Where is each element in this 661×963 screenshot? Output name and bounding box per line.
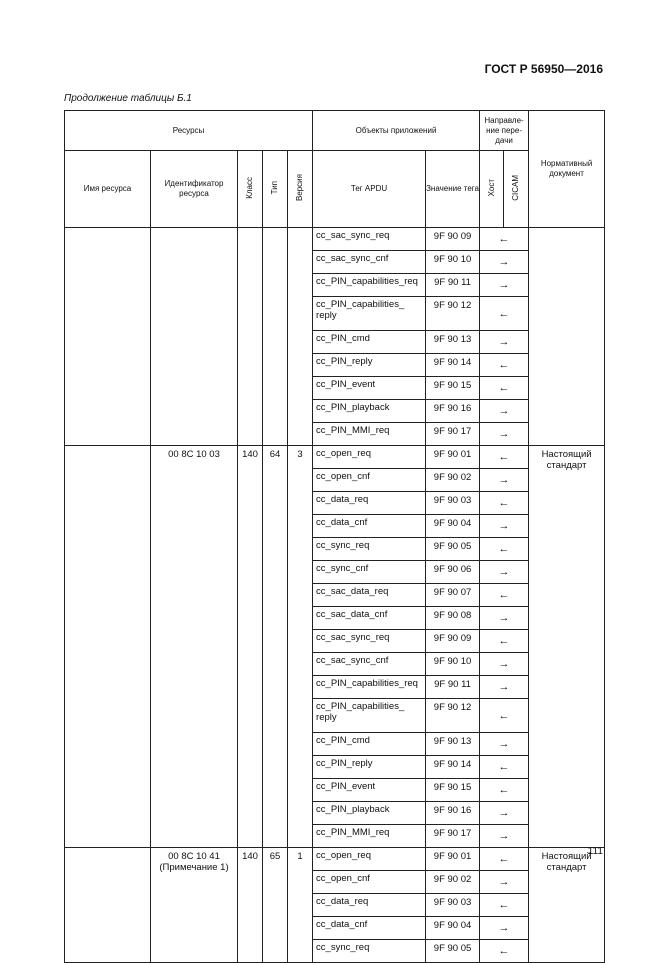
direction-arrow: →	[480, 515, 529, 538]
apdu-tag-cell: cc_open_req	[313, 446, 426, 469]
tag-value-cell: 9F 90 15	[426, 377, 480, 400]
type-cell: 65	[263, 848, 288, 963]
table-row	[65, 446, 605, 469]
tag-value-cell: 9F 90 11	[426, 676, 480, 699]
class-cell	[238, 228, 263, 446]
tag-value-cell: 9F 90 12	[426, 699, 480, 733]
tag-value-cell: 9F 90 09	[426, 630, 480, 653]
version-cell: 3	[288, 446, 313, 848]
direction-arrow: ←	[480, 297, 529, 331]
direction-arrow: →	[480, 871, 529, 894]
direction-arrow: →	[480, 274, 529, 297]
tag-value-cell: 9F 90 02	[426, 469, 480, 492]
apdu-tag-cell: cc_data_cnf	[313, 917, 426, 940]
apdu-tag-cell: cc_PIN_cmd	[313, 733, 426, 756]
header-version	[288, 151, 313, 228]
direction-arrow: →	[480, 331, 529, 354]
apdu-tag-cell: cc_sync_req	[313, 538, 426, 561]
tag-value-cell: 9F 90 17	[426, 825, 480, 848]
tag-value-cell: 9F 90 13	[426, 733, 480, 756]
apdu-tag-cell: cc_PIN_capabilities_ reply	[313, 699, 426, 733]
tag-value-cell: 9F 90 03	[426, 492, 480, 515]
tag-value-cell: 9F 90 17	[426, 423, 480, 446]
apdu-tag-cell: cc_PIN_event	[313, 377, 426, 400]
table-body	[65, 228, 605, 963]
apdu-tag-cell: cc_sync_cnf	[313, 561, 426, 584]
apdu-tag-cell: cc_data_cnf	[313, 515, 426, 538]
apdu-tag-cell: cc_sac_sync_req	[313, 630, 426, 653]
apdu-tag-cell: cc_PIN_MMI_req	[313, 825, 426, 848]
version-cell	[288, 228, 313, 446]
tag-value-cell: 9F 90 12	[426, 297, 480, 331]
direction-arrow: →	[480, 423, 529, 446]
resource-name-cell	[65, 446, 151, 848]
resource-name-cell	[65, 228, 151, 446]
direction-arrow: ←	[480, 779, 529, 802]
tag-value-cell: 9F 90 02	[426, 871, 480, 894]
header-class	[238, 151, 263, 228]
direction-arrow: →	[480, 676, 529, 699]
direction-arrow: →	[480, 400, 529, 423]
apdu-tag-cell: cc_sac_sync_cnf	[313, 251, 426, 274]
direction-arrow: ←	[480, 894, 529, 917]
direction-arrow: ←	[480, 354, 529, 377]
apdu-tag-cell: cc_PIN_event	[313, 779, 426, 802]
apdu-tag-cell: cc_open_req	[313, 848, 426, 871]
apdu-tag-cell: cc_PIN_capabilities_req	[313, 676, 426, 699]
tag-value-cell: 9F 90 05	[426, 538, 480, 561]
header-objects: Объекты приложений	[313, 111, 480, 151]
tag-value-cell: 9F 90 04	[426, 917, 480, 940]
apdu-tag-cell: cc_data_req	[313, 492, 426, 515]
table-row	[65, 228, 605, 251]
direction-arrow: ←	[480, 492, 529, 515]
direction-arrow: →	[480, 653, 529, 676]
document-id: ГОСТ Р 56950—2016	[484, 62, 603, 76]
type-cell	[263, 228, 288, 446]
direction-arrow: ←	[480, 940, 529, 963]
header-type-label: Тип	[270, 180, 279, 195]
header-host	[480, 151, 504, 228]
apdu-tag-cell: cc_PIN_cmd	[313, 331, 426, 354]
apdu-tag-cell: cc_open_cnf	[313, 871, 426, 894]
direction-arrow: ←	[480, 538, 529, 561]
page-number: 111	[587, 846, 603, 857]
class-cell: 140	[238, 446, 263, 848]
direction-arrow: ←	[480, 446, 529, 469]
tag-value-cell: 9F 90 10	[426, 251, 480, 274]
direction-arrow: →	[480, 469, 529, 492]
header-resource-id: Идентификатор ресурса	[151, 151, 238, 228]
header-type	[263, 151, 288, 228]
direction-arrow: ←	[480, 630, 529, 653]
table-row	[65, 848, 605, 871]
resource-name-cell	[65, 848, 151, 963]
direction-arrow: →	[480, 802, 529, 825]
resource-id-cell: 00 8C 10 03	[151, 446, 238, 848]
resources-table	[64, 110, 605, 963]
tag-value-cell: 9F 90 10	[426, 653, 480, 676]
apdu-tag-cell: cc_sac_sync_req	[313, 228, 426, 251]
tag-value-cell: 9F 90 11	[426, 274, 480, 297]
direction-arrow: →	[480, 561, 529, 584]
apdu-tag-cell: cc_PIN_reply	[313, 756, 426, 779]
direction-arrow: ←	[480, 377, 529, 400]
header-normative: Нормативный документ	[529, 111, 605, 228]
apdu-tag-cell: cc_PIN_MMI_req	[313, 423, 426, 446]
apdu-tag-cell: cc_sac_data_cnf	[313, 607, 426, 630]
direction-arrow: →	[480, 607, 529, 630]
normative-cell: Настоящий стандарт	[529, 446, 605, 848]
tag-value-cell: 9F 90 01	[426, 446, 480, 469]
table-caption: Продолжение таблицы Б.1	[64, 93, 192, 104]
header-resource-name: Имя ресурса	[65, 151, 151, 228]
apdu-tag-cell: cc_sac_data_req	[313, 584, 426, 607]
tag-value-cell: 9F 90 15	[426, 779, 480, 802]
header-cicam-label: CICAM	[511, 174, 521, 201]
apdu-tag-cell: cc_PIN_playback	[313, 400, 426, 423]
header-tag-value: Значение тега	[426, 151, 480, 228]
direction-arrow: →	[480, 251, 529, 274]
tag-value-cell: 9F 90 01	[426, 848, 480, 871]
tag-value-cell: 9F 90 03	[426, 894, 480, 917]
apdu-tag-cell: cc_sync_req	[313, 940, 426, 963]
resource-id-cell	[151, 228, 238, 446]
tag-value-cell: 9F 90 07	[426, 584, 480, 607]
tag-value-cell: 9F 90 04	[426, 515, 480, 538]
apdu-tag-cell: cc_PIN_playback	[313, 802, 426, 825]
header-host-label: Хост	[486, 178, 496, 197]
apdu-tag-cell: cc_data_req	[313, 894, 426, 917]
version-cell: 1	[288, 848, 313, 963]
apdu-tag-cell: cc_open_cnf	[313, 469, 426, 492]
direction-arrow: ←	[480, 584, 529, 607]
class-cell: 140	[238, 848, 263, 963]
header-direction: Направле-ние пере-дачи	[480, 111, 529, 151]
header-class-label: Класс	[245, 176, 254, 199]
header-version-label: Версия	[295, 173, 305, 202]
direction-arrow: ←	[480, 848, 529, 871]
header-resources: Ресурсы	[65, 111, 313, 151]
direction-arrow: →	[480, 825, 529, 848]
direction-arrow: →	[480, 733, 529, 756]
header-cicam	[504, 151, 529, 228]
apdu-tag-cell: cc_sac_sync_cnf	[313, 653, 426, 676]
apdu-tag-cell: cc_PIN_capabilities_req	[313, 274, 426, 297]
direction-arrow: ←	[480, 699, 529, 733]
header-apdu-tag: Тег APDU	[313, 151, 426, 228]
tag-value-cell: 9F 90 16	[426, 400, 480, 423]
tag-value-cell: 9F 90 16	[426, 802, 480, 825]
normative-cell	[529, 228, 605, 446]
tag-value-cell: 9F 90 06	[426, 561, 480, 584]
tag-value-cell: 9F 90 09	[426, 228, 480, 251]
tag-value-cell: 9F 90 13	[426, 331, 480, 354]
tag-value-cell: 9F 90 14	[426, 756, 480, 779]
tag-value-cell: 9F 90 14	[426, 354, 480, 377]
resource-id-cell: 00 8C 10 41 (Примечание 1)	[151, 848, 238, 963]
tag-value-cell: 9F 90 08	[426, 607, 480, 630]
direction-arrow: ←	[480, 756, 529, 779]
normative-cell: Настоящий стандарт	[529, 848, 605, 963]
direction-arrow: ←	[480, 228, 529, 251]
direction-arrow: →	[480, 917, 529, 940]
apdu-tag-cell: cc_PIN_reply	[313, 354, 426, 377]
tag-value-cell: 9F 90 05	[426, 940, 480, 963]
type-cell: 64	[263, 446, 288, 848]
apdu-tag-cell: cc_PIN_capabilities_ reply	[313, 297, 426, 331]
